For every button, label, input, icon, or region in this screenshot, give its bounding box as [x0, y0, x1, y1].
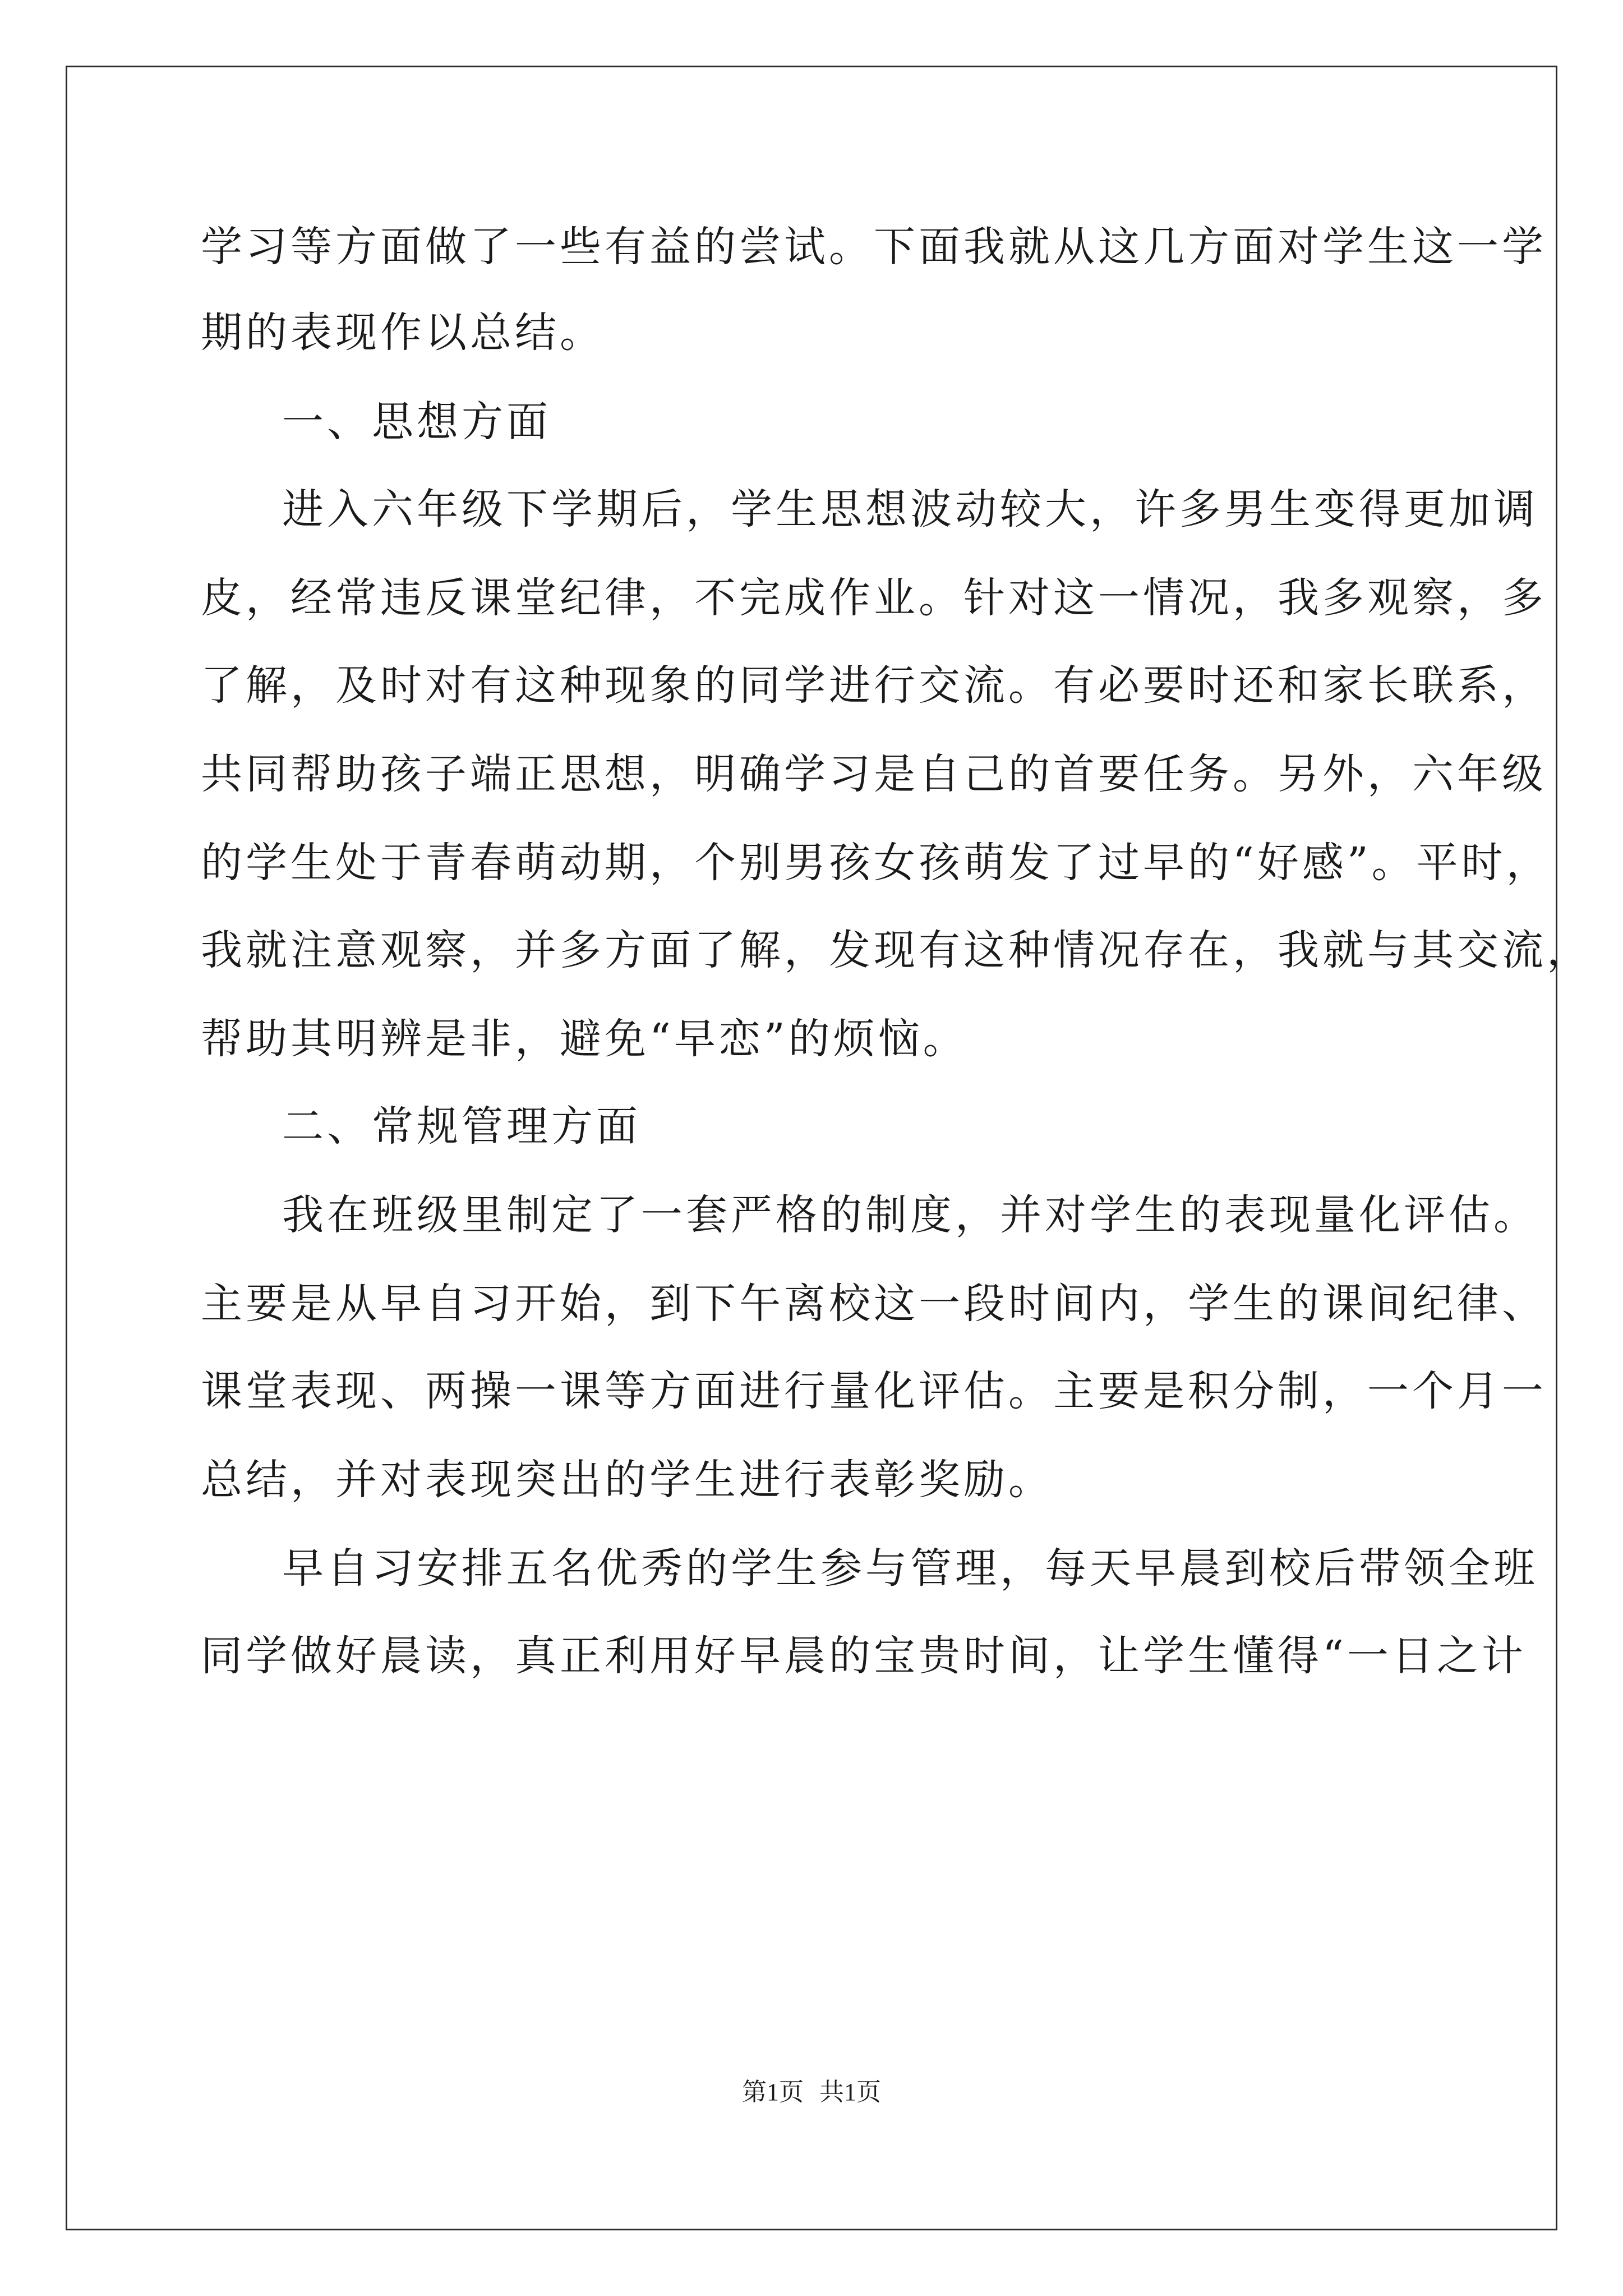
- text-line: 学习等方面做了一些有益的尝试。下面我就从这几方面对学生这一学: [201, 223, 1547, 271]
- text-line: 我就注意观察，并多方面了解，发现有这种情况存在，我就与其交流，: [201, 926, 1592, 974]
- page-number: 第1页: [742, 2078, 804, 2106]
- text-line: 了解，及时对有这种现象的同学进行交流。有必要时还和家长联系，: [201, 661, 1547, 710]
- text-line: 的学生处于青春萌动期，个别男孩女孩萌发了过早的“好感”。平时，: [201, 839, 1551, 887]
- text-line: 总结，并对表现突出的学生进行表彰奖励。: [201, 1456, 1053, 1504]
- text-line: 帮助其明辨是非，避免“早恋”的烦恼。: [201, 1015, 968, 1063]
- text-line: 早自习安排五名优秀的学生参与管理，每天早晨到校后带领全班: [282, 1544, 1538, 1593]
- text-line: 共同帮助孩子端正思想，明确学习是自己的首要任务。另外，六年级: [201, 750, 1547, 798]
- section-heading: 二、常规管理方面: [282, 1102, 641, 1151]
- text-line: 期的表现作以总结。: [201, 309, 605, 357]
- text-line: 课堂表现、两操一课等方面进行量化评估。主要是积分制，一个月一: [201, 1367, 1547, 1415]
- section-heading: 一、思想方面: [282, 398, 551, 446]
- text-line: 皮，经常违反课堂纪律，不完成作业。针对这一情况，我多观察，多: [201, 574, 1547, 622]
- text-line: 我在班级里制定了一套严格的制度，并对学生的表现量化评估。: [282, 1191, 1538, 1239]
- text-line: 同学做好晨读，真正利用好早晨的宝贵时间，让学生懂得“一日之计: [201, 1632, 1527, 1680]
- page-total: 共1页: [819, 2078, 881, 2106]
- text-line: 主要是从早自习开始，到下午离校这一段时间内，学生的课间纪律、: [201, 1280, 1547, 1328]
- page-footer: [0, 2076, 1623, 2109]
- text-line: 进入六年级下学期后，学生思想波动较大，许多男生变得更加调: [282, 485, 1538, 533]
